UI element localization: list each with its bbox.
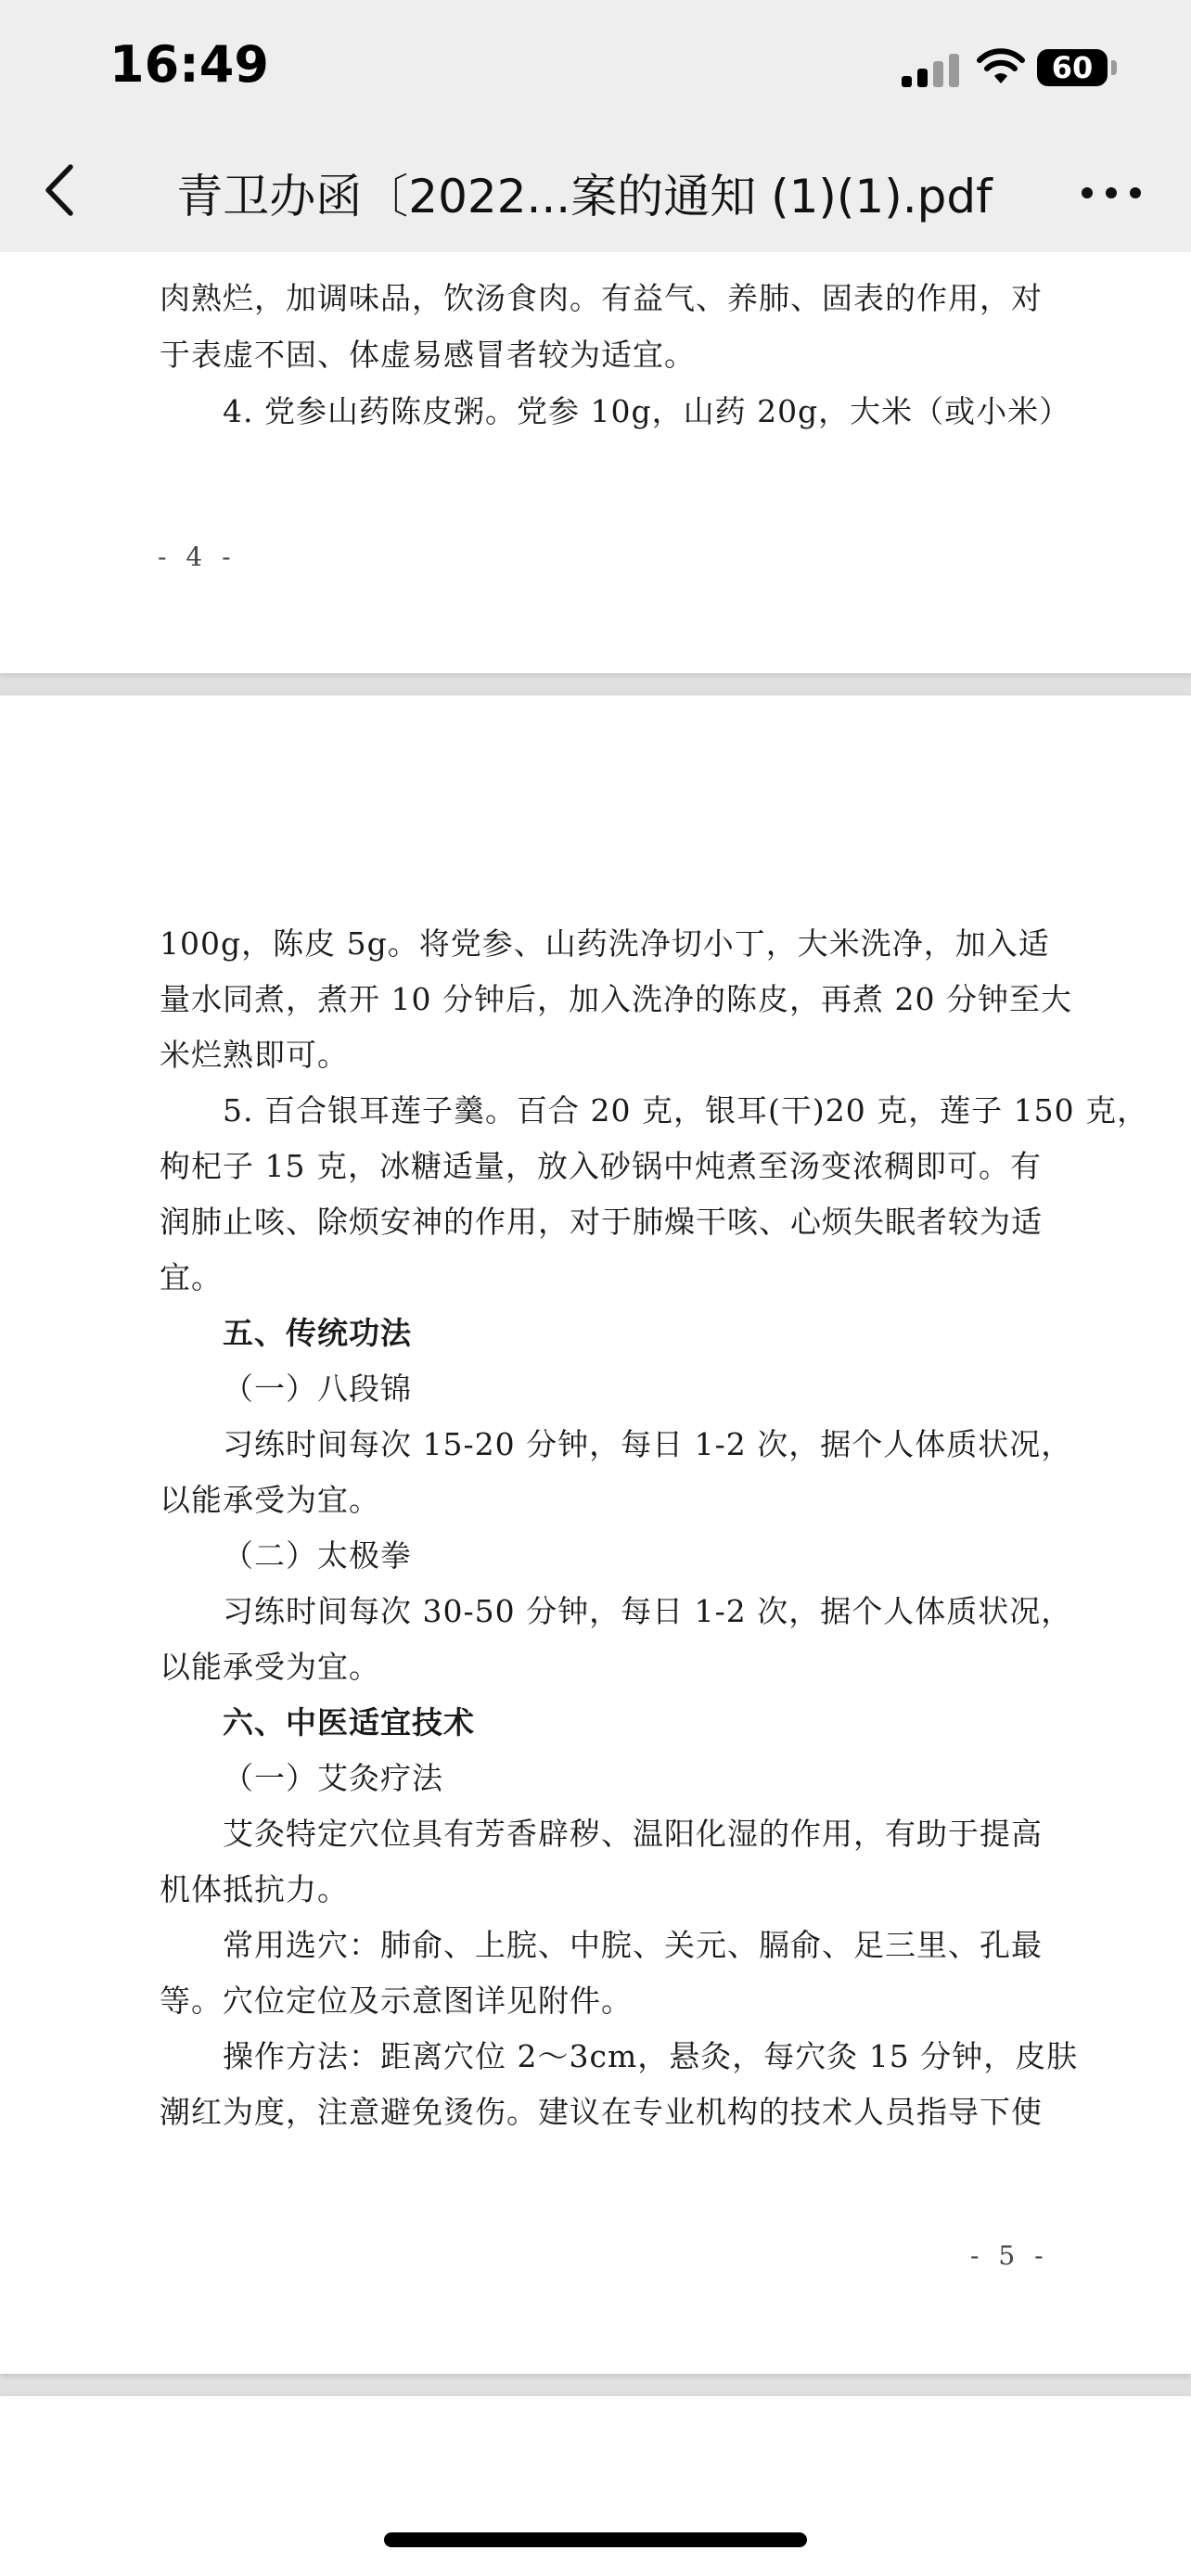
page5-line-5: 枸杞子 15 克，冰糖适量，放入砂锅中炖煮至汤变浓稠即可。有 (160, 1148, 1042, 1184)
subsection-heading-1: （一）八段锦 (223, 1371, 412, 1407)
page5-line-1: 100g，陈皮 5g。将党参、山药洗净切小丁，大米洗净，加入适 (160, 925, 1050, 962)
page5-line-6: 润肺止咳、除烦安神的作用，对于肺燥干咳、心烦失眠者较为适 (160, 1204, 1043, 1240)
page5-line-2: 量水同煮，煮开 10 分钟后，加入洗净的陈皮，再煮 20 分钟至大 (160, 981, 1072, 1017)
page5-line-18: 机体抵抗力。 (160, 1871, 349, 1907)
page5-line-11: 以能承受为宜。 (160, 1482, 380, 1518)
page5-line-22: 潮红为度，注意避免烫伤。建议在专业机构的技术人员指导下使 (160, 2094, 1043, 2130)
page4-line-1: 肉熟烂，加调味品，饮汤食肉。有益气、养肺、固表的作用，对 (160, 280, 1043, 316)
page5-line-17: 艾灸特定穴位具有芳香辟秽、温阳化湿的作用，有助于提高 (223, 1816, 1043, 1852)
page5-line-19: 常用选穴：肺俞、上脘、中脘、关元、膈俞、足三里、孔最 (223, 1927, 1043, 1963)
section-heading-6: 六、中医适宜技术 (223, 1704, 475, 1741)
chevron-left-icon[interactable] (33, 158, 89, 223)
page5-line-10: 习练时间每次 15-20 分钟，每日 1-2 次，据个人体质状况， (223, 1426, 1073, 1462)
page5-line-13: 习练时间每次 30-50 分钟，每日 1-2 次，据个人体质状况， (223, 1593, 1073, 1629)
status-time: 16:49 (109, 35, 269, 94)
page5-line-4: 5. 百合银耳莲子羹。百合 20 克，银耳(干)20 克，莲子 150 克， (223, 1092, 1149, 1129)
page-number-5: - 5 - (970, 2240, 1049, 2271)
page-number-4: - 4 - (158, 542, 237, 572)
home-indicator[interactable] (384, 2532, 807, 2547)
page4-line-2: 于表虚不固、体虚易感冒者较为适宜。 (160, 337, 696, 373)
section-heading-5: 五、传统功法 (223, 1315, 412, 1351)
pdf-page-6[interactable] (0, 2396, 1191, 2576)
cellular-signal-icon (902, 54, 961, 87)
pdf-page-5[interactable] (0, 695, 1191, 2374)
wifi-icon (976, 48, 1026, 87)
subsection-heading-3: （一）艾灸疗法 (223, 1760, 443, 1796)
battery-level: 60 (1051, 50, 1094, 85)
battery-tip (1111, 60, 1117, 75)
page5-line-7: 宜。 (160, 1259, 223, 1295)
page5-line-14: 以能承受为宜。 (160, 1649, 380, 1685)
ellipsis-icon[interactable] (1078, 182, 1145, 204)
top-bar (0, 0, 1191, 252)
page5-line-20: 等。穴位定位及示意图详见附件。 (160, 1983, 633, 2019)
page5-line-21: 操作方法：距离穴位 2～3cm，悬灸，每穴灸 15 分钟，皮肤 (223, 2038, 1079, 2074)
subsection-heading-2: （二）太极拳 (223, 1537, 412, 1574)
battery-icon (1037, 49, 1108, 86)
page4-line-3: 4. 党参山药陈皮粥。党参 10g，山药 20g，大米（或小米） (223, 393, 1071, 429)
document-title: 青卫办函〔2022...案的通知 (1)(1).pdf (176, 170, 992, 223)
page5-line-3: 米烂熟即可。 (160, 1037, 349, 1073)
